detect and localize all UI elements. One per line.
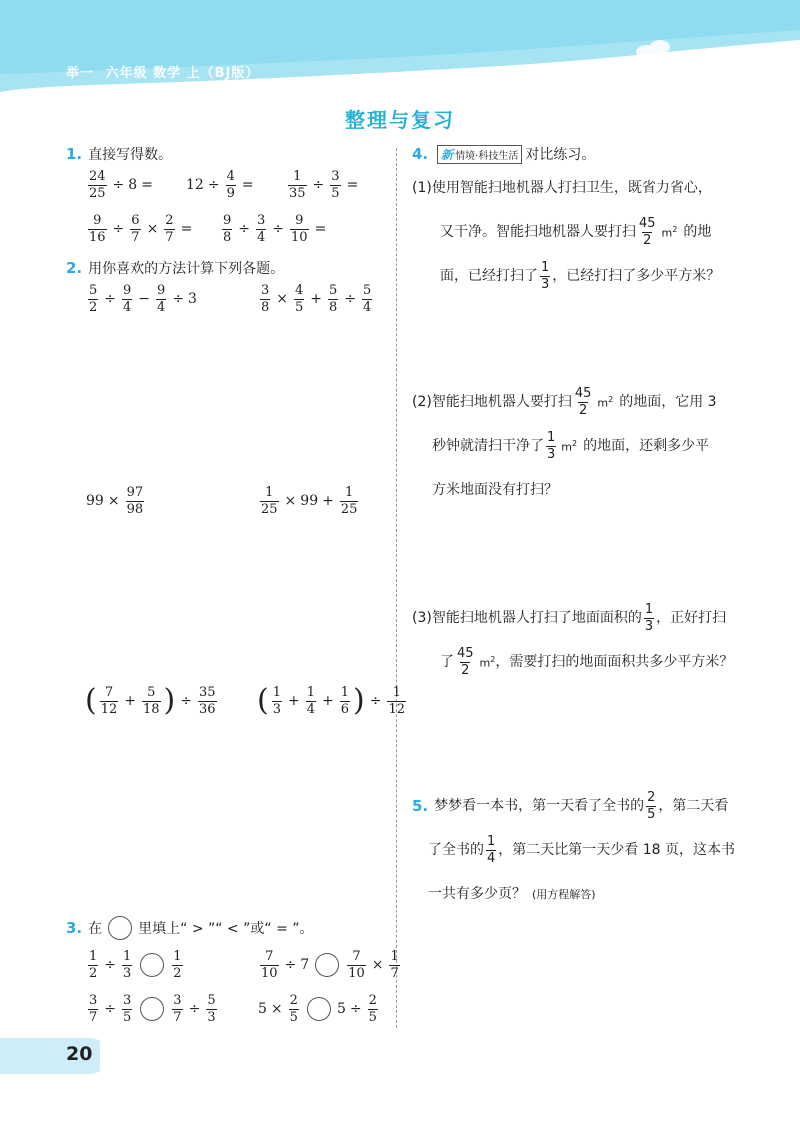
q2-text: 用你喜欢的方法计算下列各题。 xyxy=(88,261,285,277)
q5-number: 5. xyxy=(412,796,429,815)
q3-compare-1: $\frac{1}{2}$ ÷ $\frac{1}{3}$ $\frac{1}{2}$ xyxy=(89,949,182,981)
q1-text: 直接写得数。 xyxy=(88,147,173,163)
q4-part-2: (2)智能扫地机器人要打扫 $\frac{45}{2}$ $m^2$ 的地面，它用 3 秒钟就清扫干净了 $\frac{1}{3}$ $m^2$ 的地面，还剩多少平 方米地面没有打扫？ xyxy=(412,385,717,498)
q4-part-1: (1)使用智能扫地机器人打扫卫生，既省力省心， 又干净。智能扫地机器人要打扫 $\frac{45}{2}$ $m^2$ 的地 面，已经打扫了 $\frac{1}{3}$ ，已经打扫了多少平方米？ xyxy=(412,180,721,292)
answer-circle[interactable] xyxy=(307,997,331,1021)
header-band xyxy=(0,0,800,120)
q1-item-3: $\frac{1}{35}$ ÷ $\frac{3}{5}$ = xyxy=(289,169,359,201)
q1-item-1: $\frac{24}{25}$ ÷ 8 = xyxy=(89,169,153,201)
header-book: 六年级 数学 上（BJ版） xyxy=(105,66,260,81)
q3-compare-3: $\frac{3}{7}$ ÷ $\frac{3}{5}$ $\frac{3}{7}$ ÷ $\frac{5}{3}$ xyxy=(89,993,216,1025)
header-brand: 举一 xyxy=(66,66,95,81)
q2-expr-4: $\frac{1}{25}$ × 99 + $\frac{1}{25}$ xyxy=(261,485,358,517)
page-title: 整理与复习 xyxy=(345,108,455,132)
context-badge: 新 情境·科技生活 xyxy=(437,145,522,164)
q4-text: 对比练习。 xyxy=(525,147,596,163)
q3-heading: 3. 在 里填上“ > ”“ < ”或“ = ”。 xyxy=(66,916,314,940)
header-title xyxy=(66,62,259,81)
q1-item-4: $\frac{9}{16}$ ÷ $\frac{6}{7}$ × $\frac{2}{7}$ = xyxy=(89,213,193,245)
page-number: 20 xyxy=(66,1043,93,1065)
answer-circle-sample xyxy=(108,916,132,940)
q1-heading xyxy=(66,144,172,164)
q3-compare-4: 5 × $\frac{2}{5}$ 5 ÷ $\frac{2}{5}$ xyxy=(258,993,377,1025)
q4-part-3: (3)智能扫地机器人打扫了地面面积的 $\frac{1}{3}$ ，正好打扫 了 $\frac{45}{2}$ $m^2$ ，需要打扫的地面面积共多少平方米？ xyxy=(412,601,734,678)
q3-number: 3. xyxy=(66,919,83,937)
q1-item-2: 12 ÷ $\frac{4}{9}$ = xyxy=(186,169,254,201)
q2-expr-2: $\frac{3}{8}$ × $\frac{4}{5}$ + $\frac{5}{8}$ ÷ $\frac{5}{4}$ xyxy=(261,283,372,315)
q3-compare-2: $\frac{7}{10}$ ÷ 7 $\frac{7}{10}$ × $\frac{1}{7}$ xyxy=(261,949,399,981)
q2-heading xyxy=(66,258,284,278)
q1-item-5: $\frac{9}{8}$ ÷ $\frac{3}{4}$ ÷ $\frac{9}{10}$ = xyxy=(223,213,327,245)
q4-heading xyxy=(412,144,595,164)
q2-expr-5: ( $\frac{7}{12}$ + $\frac{5}{18}$ ) ÷ $\frac{35}{36}$ xyxy=(85,683,216,719)
q1-number: 1. xyxy=(66,145,83,163)
column-divider xyxy=(396,148,397,1028)
answer-circle[interactable] xyxy=(140,953,164,977)
q2-expr-1: $\frac{5}{2}$ ÷ $\frac{9}{4}$ − $\frac{9}{4}$ ÷ 3 xyxy=(89,283,197,315)
q2-number: 2. xyxy=(66,259,83,277)
q2-expr-6: ( $\frac{1}{3}$ + $\frac{1}{4}$ + $\frac{1}{6}$ ) ÷ $\frac{1}{12}$ xyxy=(257,683,406,719)
q5: 5. 梦梦看一本书，第一天看了全书的 $\frac{2}{5}$ ，第二天看 了全书的 $\frac{1}{4}$ ，第二天比第一天少看 18 页，这本书 一共有多少页？ (用方程解答) xyxy=(412,789,735,902)
q2-expr-3: 99 × $\frac{97}{98}$ xyxy=(86,485,144,517)
answer-circle[interactable] xyxy=(315,953,339,977)
answer-circle[interactable] xyxy=(140,997,164,1021)
q4-number: 4. xyxy=(412,145,429,163)
